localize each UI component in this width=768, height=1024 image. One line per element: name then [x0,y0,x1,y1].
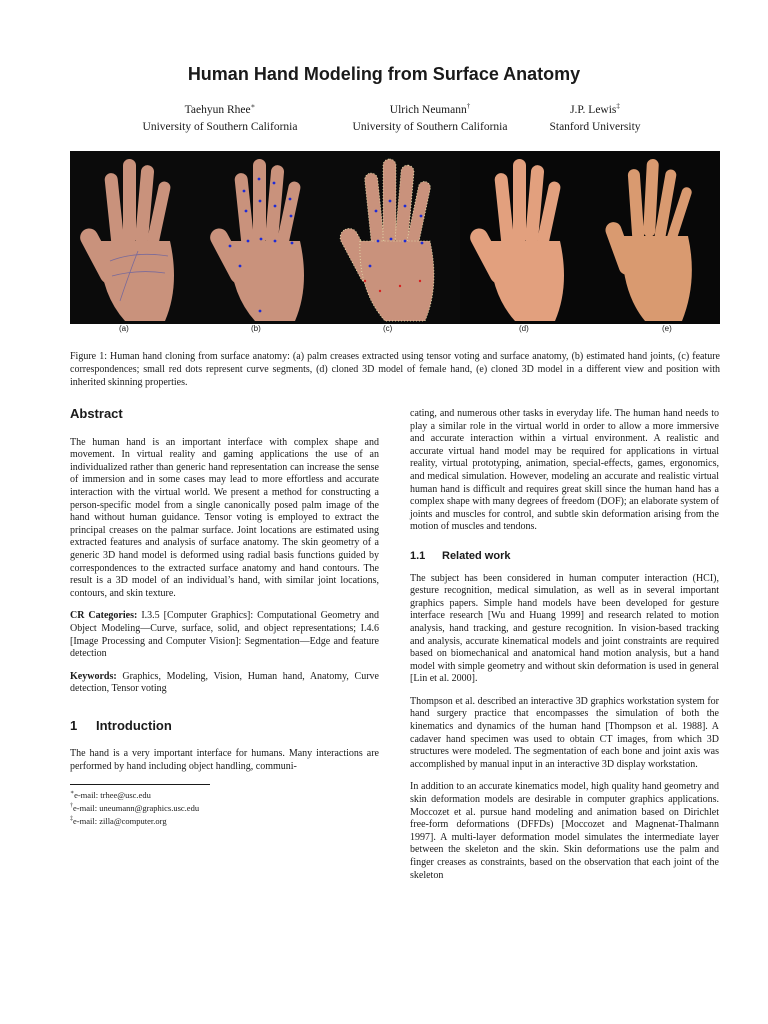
author-affiliation: University of Southern California [352,120,508,133]
subsection-number: 1.1 [410,549,426,562]
author-affiliation: Stanford University [549,120,641,133]
author-mark: ∗ [250,102,256,110]
related-paragraph-3: In addition to an accurate kinematics model, high quality hand geometry and skin deformation models are desirable in computer graphics applications. Moccozet et al. pursue hand modeling and animation based on Dirichlet free-form deformations (DFFDs) [Moccozet and Magnenat-Thalmann 1997]. A multi-layer deformation model simulates the intermediate layer between the skeleton and the skin. Skin deformations use the palm and finger creases as constraints, based on the observation that each joint of the skeleton [410,781,719,881]
keywords [70,671,379,696]
cr-text: I.3.5 [Computer Graphics]: Computational Geometry and Object Modeling—Curve, surface, solid, and object representations; I.4.6 [Image Processing and Computer Vision]: Segmentation—Edge and feature detection [70,610,380,660]
author-name: Ulrich Neumann [389,103,467,116]
intro-paragraph: The hand is a very important interface for humans. Many interactions are performed by hand including object handling, communi- [70,748,379,773]
subfigure-label: (c) [383,324,393,333]
subfigure-label: (d) [519,324,529,333]
hand-image-a [70,151,200,324]
subfigure-label: (e) [662,324,672,333]
author-affiliation: University of Southern California [142,120,298,133]
subfigure-label: (b) [251,324,261,333]
author-mark: † [466,102,471,110]
hand-image-b [200,151,330,324]
hand-image-d [460,151,590,324]
section-title: Introduction [96,717,172,733]
cr-label: CR Categories: [70,610,138,622]
keywords-text: Graphics, Modeling, Vision, Human hand, Anatomy, Curve detection, Tensor voting [70,670,379,695]
footnote-text: e-mail: uneumann@graphics.usc.edu [73,803,200,814]
footnote-mark: ‡ [70,816,73,823]
abstract-heading: Abstract [70,406,123,421]
hand-image-e [590,151,720,324]
author-2 [330,98,530,136]
author-name: J.P. Lewis [570,103,617,116]
footnote-mark: ∗ [70,790,75,797]
abstract-text: The human hand is an important interface with complex shape and movement. In virtual reality and gaming applications the use of an individualized rather than generic hand representation can increase the sense of immersion and in some cases may lead to more effortless and accurate interaction with the virtual world. We present a method for constructing a person-specific model from a single canonically posed palm image of the hand without human guidance. Tensor voting is employed to extract the principal creases on the palmar surface. Joint locations are estimated using extracted features and analysis of surface anatomy. The skin geometry of a generic 3D hand model is deformed using radial basis functions guided by correspondences to the extracted surface anatomy and hand contours. The result is a 3D model of an individual’s hand, with similar joint locations, contours, and skin texture. [70,436,379,599]
footnote-text: e-mail: trhee@usc.edu [74,790,151,801]
paper-title: Human Hand Modeling from Surface Anatomy [187,64,581,84]
intro-continuation: cating, and numerous other tasks in everyday life. The human hand needs to play a similar role in the virtual world in order to allow a more immersive and accurate interaction within a virtual environment. A realistic and accurate virtual hand model may be required for applications in virtual reality, virtual prototyping, animation, special-effects, games, ergonomics, and medical simulation. However, modeling an accurate and realistic virtual human hand is difficult and requires great skill since the human hand has a complex shape with many degrees of freedom (DOF); an elaborate system of joints and muscles for control, and subtle skin deformation arising from the motion of muscles and tendons. [410,408,719,533]
author-1 [140,98,300,136]
footnote-mark: † [70,803,73,810]
figure-hand-images [70,151,720,324]
author-mark: ‡ [616,102,620,110]
subfigure-label: (a) [119,324,129,333]
author-3 [535,98,655,136]
keywords-label: Keywords: [70,670,117,682]
subsection-title: Related work [442,549,511,562]
related-paragraph-1: The subject has been considered in human computer interaction (HCI), gesture recognition, medical simulation, as well as in several important graphics papers. Simple hand models have been developed for gesture interface research [Wu and Huang 1999] and research related to motion analysis, hand tracking, and gesture recognition. In vision-based tracking and analysis, accurate kinematical models and joint constraints are required based on biomechanical and anatomical hand motion analysis, but a hand model with simple geometry and without skin deformation is used in general [Lin et al. 2000]. [410,572,719,685]
intro-heading [70,717,379,733]
footnote [70,801,379,814]
section-number: 1 [70,717,78,733]
footnote-rule [70,784,210,785]
figure-subfigure-labels [70,324,720,336]
author-name: Taehyun Rhee [184,103,251,116]
related-paragraph-2: Thompson et al. described an interactive 3D graphics workstation system for hand surgery practice that encompasses the simulation of both the kinematics and dynamics of the human hand [Thompson et al. 1988]. A cadaver hand specimen was used to obtain CT images, from which 3D structures were modeled. The segmentation of each bone and joint axis was accomplished by manual input in an interactive 3D display workstation. [410,695,719,770]
footnote-text: e-mail: zilla@computer.org [73,815,167,826]
footnote [70,814,379,827]
footnote [70,788,379,801]
cr-categories [70,610,379,660]
hand-image-c [330,151,460,324]
left-column [70,408,379,827]
related-work-heading [410,550,719,563]
figure-caption: Figure 1: Human hand cloning from surface anatomy: (a) palm creases extracted using tensor voting and surface anatomy, (b) estimated hand joints, (c) feature correspondences; small red dots represent curve segments, (d) cloned 3D model of female hand, (e) cloned 3D model in a different view and position with inherited skinning properties. [70,351,720,388]
right-column [410,408,719,892]
